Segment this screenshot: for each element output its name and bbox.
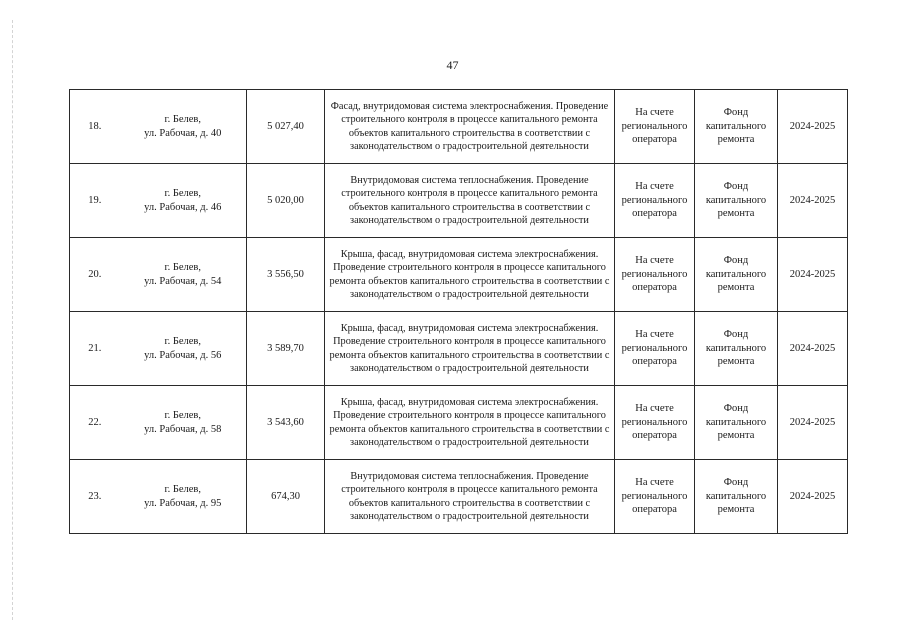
table-row — [70, 164, 848, 238]
address-street: ул. Рабочая, д. 56 — [144, 349, 222, 361]
address-cell — [120, 312, 247, 386]
address-cell — [120, 238, 247, 312]
fund-cell: Фонд капитального ремонта — [695, 238, 778, 312]
row-number: 23. — [70, 460, 120, 534]
page-number: 47 — [446, 58, 459, 72]
area-cell: 3 589,70 — [247, 312, 325, 386]
address-street: ул. Рабочая, д. 95 — [144, 497, 222, 509]
address-street: ул. Рабочая, д. 58 — [144, 423, 222, 435]
account-cell: На счете регионального оператора — [615, 90, 695, 164]
works-description-cell: Крыша, фасад, внутридомовая система электроснабжения. Проведение строительного контроля в процессе капитального ремонта объектов капитального строительства в соответствии с законодательством о градостроительной деятельности — [325, 238, 615, 312]
area-cell: 5 027,40 — [247, 90, 325, 164]
address-cell — [120, 90, 247, 164]
period-cell: 2024-2025 — [778, 238, 848, 312]
area-cell: 674,30 — [247, 460, 325, 534]
fund-cell: Фонд капитального ремонта — [695, 164, 778, 238]
scan-margin-line — [12, 20, 13, 620]
address-city: г. Белев, — [164, 114, 202, 125]
table-row — [70, 460, 848, 534]
address-city: г. Белев, — [164, 336, 202, 347]
account-cell: На счете регионального оператора — [615, 460, 695, 534]
row-number: 21. — [70, 312, 120, 386]
address-street: ул. Рабочая, д. 40 — [144, 127, 222, 139]
works-description-cell: Фасад, внутридомовая система электроснабжения. Проведение строительного контроля в процессе капитального ремонта объектов капитального строительства в соответствии с законодательством о градостроительной деятельности — [325, 90, 615, 164]
period-cell: 2024-2025 — [778, 386, 848, 460]
works-description-cell: Внутридомовая система теплоснабжения. Проведение строительного контроля в процессе капитального ремонта объектов капитального строительства в соответствии с законодательством о градостроительной деятельности — [325, 460, 615, 534]
row-number: 18. — [70, 90, 120, 164]
works-description-cell: Крыша, фасад, внутридомовая система электроснабжения. Проведение строительного контроля в процессе капитального ремонта объектов капитального строительства в соответствии с законодательством о градостроительной деятельности — [325, 386, 615, 460]
address-cell — [120, 460, 247, 534]
fund-cell: Фонд капитального ремонта — [695, 460, 778, 534]
account-cell: На счете регионального оператора — [615, 238, 695, 312]
address-street: ул. Рабочая, д. 46 — [144, 201, 222, 213]
address-cell — [120, 164, 247, 238]
table-row — [70, 312, 848, 386]
account-cell: На счете регионального оператора — [615, 386, 695, 460]
address-city: г. Белев, — [164, 262, 202, 273]
address-street: ул. Рабочая, д. 54 — [144, 275, 222, 287]
period-cell: 2024-2025 — [778, 164, 848, 238]
works-description-cell: Внутридомовая система теплоснабжения. Проведение строительного контроля в процессе капитального ремонта объектов капитального строительства в соответствии с законодательством о градостроительной деятельности — [325, 164, 615, 238]
period-cell: 2024-2025 — [778, 90, 848, 164]
works-description-cell: Крыша, фасад, внутридомовая система электроснабжения. Проведение строительного контроля в процессе капитального ремонта объектов капитального строительства в соответствии с законодательством о градостроительной деятельности — [325, 312, 615, 386]
period-cell: 2024-2025 — [778, 460, 848, 534]
account-cell: На счете регионального оператора — [615, 312, 695, 386]
period-cell: 2024-2025 — [778, 312, 848, 386]
area-cell: 3 556,50 — [247, 238, 325, 312]
address-cell — [120, 386, 247, 460]
area-cell: 3 543,60 — [247, 386, 325, 460]
area-cell: 5 020,00 — [247, 164, 325, 238]
row-number: 22. — [70, 386, 120, 460]
row-number: 19. — [70, 164, 120, 238]
table-row — [70, 90, 848, 164]
address-city: г. Белев, — [164, 484, 202, 495]
fund-cell: Фонд капитального ремонта — [695, 90, 778, 164]
row-number: 20. — [70, 238, 120, 312]
table-row — [70, 386, 848, 460]
table-row — [70, 238, 848, 312]
fund-cell: Фонд капитального ремонта — [695, 312, 778, 386]
fund-cell: Фонд капитального ремонта — [695, 386, 778, 460]
table-body — [70, 90, 848, 534]
address-city: г. Белев, — [164, 410, 202, 421]
address-city: г. Белев, — [164, 188, 202, 199]
account-cell: На счете регионального оператора — [615, 164, 695, 238]
capital-repair-table — [69, 89, 848, 534]
